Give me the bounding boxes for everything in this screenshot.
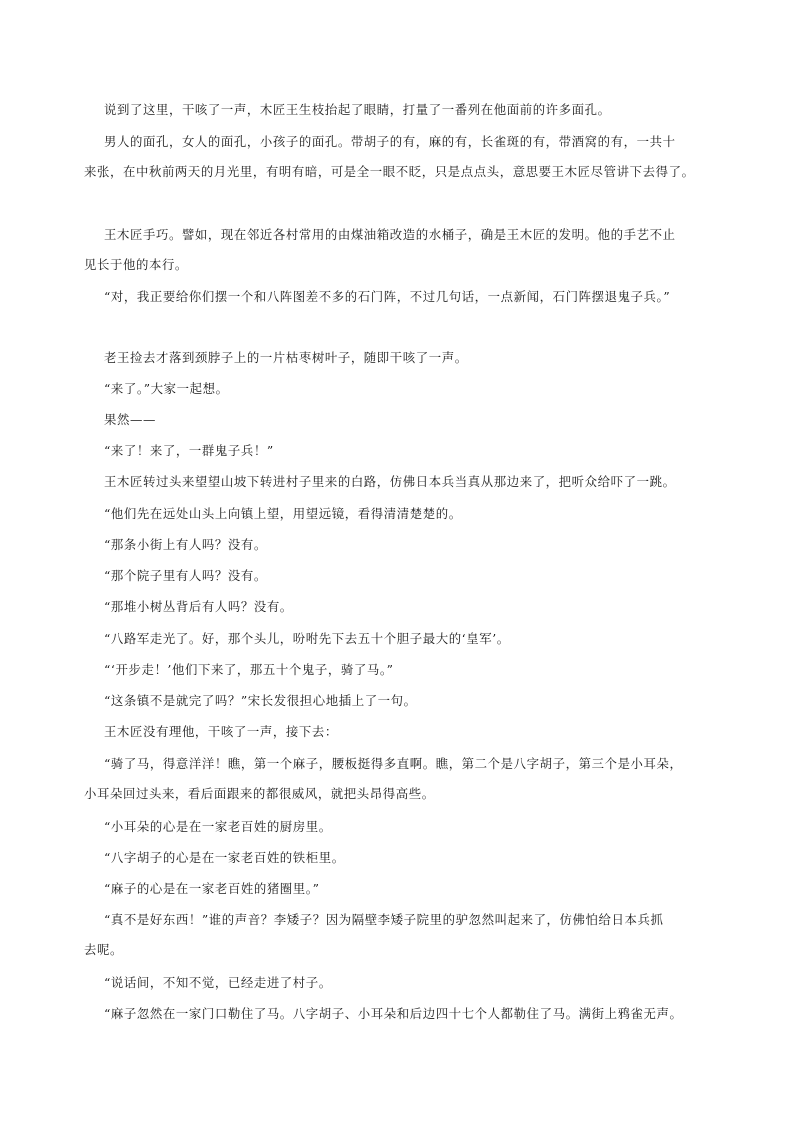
paragraph-11 [104, 530, 716, 560]
paragraph-line: “骑了马，得意洋洋！瞧，第一个麻子，腰板挺得多直啊。瞧，第二个是八字胡子，第三个是小耳朵， [104, 756, 683, 771]
paragraph-line: “这条镇不是就完了吗？”宋长发很担心地插上了一句。 [104, 693, 417, 708]
paragraph-9 [104, 467, 716, 497]
paragraph-line: 去呢。 [84, 942, 123, 957]
paragraph-line: 果然—— [104, 412, 156, 427]
paragraph-21 [104, 874, 716, 904]
paragraph-16 [104, 686, 716, 716]
paragraph-line: “对，我正要给你们摆一个和八阵图差不多的石门阵，不过几句话，一点新闻，石门阵摆退鬼子兵。” [104, 289, 671, 304]
paragraph-7 [104, 405, 716, 435]
paragraph-18 [84, 749, 716, 809]
paragraph-12 [104, 561, 716, 591]
paragraph-22 [84, 905, 716, 965]
paragraph-4 [104, 282, 716, 312]
paragraph-line: “来了。”大家一起想。 [104, 381, 229, 396]
paragraph-24 [104, 999, 716, 1029]
paragraph-line: 小耳朵回过头来，看后面跟来的都很威风，就把头昂得高些。 [84, 786, 435, 801]
paragraph-10 [104, 499, 716, 529]
paragraph-line: 王木匠转过头来望望山坡下转进村子里来的白路，仿佛日本兵当真从那边来了，把听众给吓了一跳。 [104, 474, 676, 489]
paragraph-line: 王木匠手巧。譬如，现在邻近各村常用的由煤油箱改造的水桶子，确是王木匠的发明。他的手艺不止 [104, 227, 676, 242]
paragraph-13 [104, 592, 716, 622]
paragraph-line: “真不是好东西！”谁的声音？李矮子？因为隔壁李矮子院里的驴忽然叫起来了，仿佛怕给日本兵抓 [104, 912, 664, 927]
paragraph-line: “他们先在远处山头上向镇上望，用望远镜，看得清清楚楚的。 [104, 506, 462, 521]
paragraph-3 [84, 220, 716, 280]
paragraph-line: “八路军走光了。好，那个头儿，吩咐先下去五十个胆子最大的‘皇军’。 [104, 631, 510, 646]
paragraph-17 [104, 717, 716, 747]
paragraph-line: “来了！来了，一群鬼子兵！” [104, 443, 274, 458]
paragraph-23 [104, 968, 716, 998]
paragraph-line: 来张，在中秋前两天的月光里，有明有暗，可是全一眼不眨，只是点点头，意思要王木匠尽管讲下去得了。 [84, 164, 695, 179]
paragraph-20 [104, 843, 716, 873]
paragraph-line: “小耳朵的心是在一家老百姓的厨房里。 [104, 819, 332, 834]
paragraph-1 [104, 95, 716, 125]
paragraph-6 [104, 374, 716, 404]
paragraph-14 [104, 624, 716, 654]
paragraph-15 [104, 655, 716, 685]
paragraph-line: 见长于他的本行。 [84, 257, 188, 272]
paragraph-8 [104, 436, 716, 466]
paragraph-line: “‘开步走！’他们下来了，那五十个鬼子，骑了马。” [104, 662, 394, 677]
paragraph-line: 说到了这里，干咳了一声，木匠王生枝抬起了眼睛，打量了一番列在他面前的许多面孔。 [104, 102, 611, 117]
paragraph-line: “麻子忽然在一家门口勒住了马。八字胡子、小耳朵和后边四十七个人都勒住了马。满街上鸦雀无声。 [104, 1006, 683, 1021]
paragraph-5 [104, 343, 716, 373]
paragraph-2 [84, 127, 716, 187]
paragraph-line: 老王捡去才落到颈脖子上的一片枯枣树叶子，随即干咳了一声。 [104, 350, 468, 365]
paragraph-line: “麻子的心是在一家老百姓的猪圈里。” [104, 881, 320, 896]
paragraph-line: “八字胡子的心是在一家老百姓的铁柜里。 [104, 850, 345, 865]
paragraph-line: “那个院子里有人吗？没有。 [104, 568, 267, 583]
paragraph-line: “说话间，不知不觉，已经走进了村子。 [104, 975, 332, 990]
paragraph-line: “那堆小树丛背后有人吗？没有。 [104, 599, 293, 614]
paragraph-line: 男人的面孔，女人的面孔，小孩子的面孔。带胡子的有，麻的有，长雀斑的有，带酒窝的有，一共十 [104, 134, 676, 149]
paragraph-line: 王木匠没有理他，干咳了一声，接下去： [104, 724, 338, 739]
paragraph-line: “那条小街上有人吗？没有。 [104, 537, 267, 552]
paragraph-19 [104, 812, 716, 842]
